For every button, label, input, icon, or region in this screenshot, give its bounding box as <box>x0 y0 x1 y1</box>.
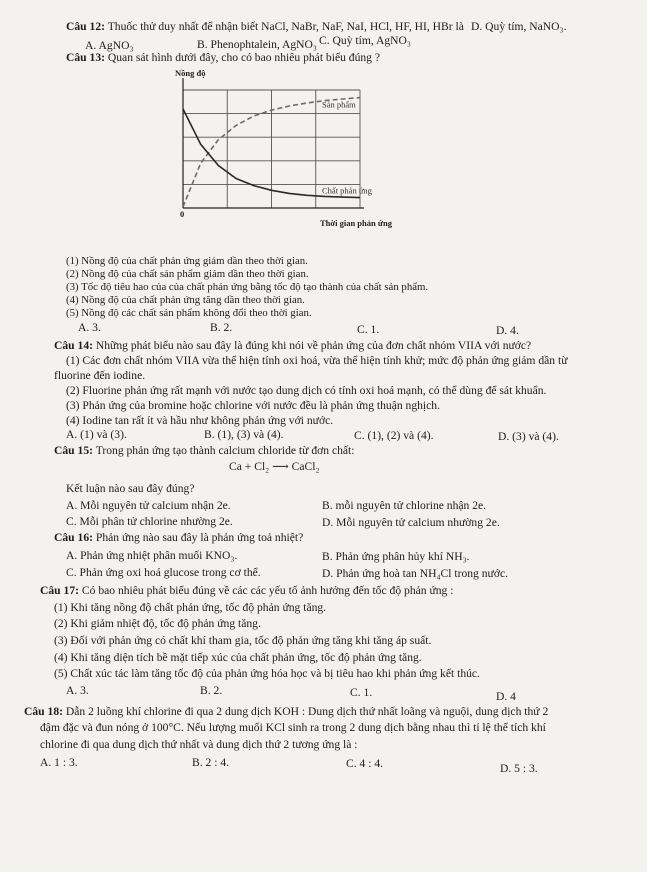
q14-option-d: D. (3) và (4). <box>498 430 559 443</box>
q18-option-d: D. 5 : 3. <box>500 762 538 775</box>
q17-statement-1: (1) Khi tăng nồng độ chất phản ứng, tốc độ phản ứng tăng. <box>54 601 327 614</box>
q15-equation: Ca + Cl₂ ⟶ CaCl₂ <box>229 460 320 473</box>
q13-option-a: A. 3. <box>78 321 101 334</box>
q12-number: Câu 12: <box>66 20 105 33</box>
q18-line-2: đậm đặc và đun nóng ở 100°C. Nếu lượng muối KCl sinh ra trong 2 dung dịch bằng nhau thì tỉ lệ thể tích khí <box>40 721 546 734</box>
q14-option-b: B. (1), (3) và (4). <box>204 428 284 441</box>
q18-option-a: A. 1 : 3. <box>40 756 78 769</box>
origin-label: 0 <box>180 209 185 219</box>
q12-option-a: A. AgNO₃ <box>85 39 134 52</box>
q13-option-c: C. 1. <box>357 323 380 336</box>
q16-stem <box>54 531 303 544</box>
q17-option-c: C. 1. <box>350 686 373 699</box>
q16-option-b: B. Phản ứng phân hủy khí NH₃. <box>322 550 470 563</box>
q16-option-a: A. Phản ứng nhiệt phân muối KNO₃. <box>66 549 238 562</box>
q13-statement-2: (2) Nồng độ của chất sản phẩm giảm dần theo thời gian. <box>66 268 309 280</box>
q14-statement-1a: (1) Các đơn chất nhóm VIIA vừa thể hiện tính oxi hoá, vừa thể hiện tính khử; mức độ phản ứng giảm dần từ <box>66 354 568 367</box>
q12-option-b: B. Phenophtalein, AgNO₃ <box>197 38 317 51</box>
q18-stem <box>24 705 548 718</box>
q16-option-c: C. Phản ứng oxi hoá glucose trong cơ thể. <box>66 566 261 579</box>
q16-option-d: D. Phản ứng hoà tan NH₄Cl trong nước. <box>322 567 508 580</box>
q12-option-d: D. Quỳ tím, NaNO₃. <box>471 20 567 33</box>
q15-option-a: A. Mỗi nguyên tử calcium nhận 2e. <box>66 499 231 512</box>
q17-statement-2: (2) Khi giảm nhiệt độ, tốc độ phản ứng tăng. <box>54 617 261 630</box>
q14-option-a: A. (1) và (3). <box>66 428 127 441</box>
q15-text: Trong phản ứng tạo thành calcium chloride từ đơn chất: <box>95 444 355 457</box>
q12-option-c: C. Quỳ tím, AgNO₃ <box>319 34 411 47</box>
q17-option-a: A. 3. <box>66 684 89 697</box>
q13-number: Câu 13: <box>66 51 105 64</box>
q14-number: Câu 14: <box>54 339 93 352</box>
q15-option-d: D. Mỗi nguyên tử calcium nhường 2e. <box>322 516 500 529</box>
q18-option-b: B. 2 : 4. <box>192 756 230 769</box>
x-axis-label: Thời gian phản ứng <box>320 218 392 228</box>
q14-statement-3: (3) Phản ứng của bromine hoặc chlorine với nước đều là phản ứng thuận nghịch. <box>66 399 440 412</box>
q15-option-c: C. Mỗi phân tử chlorine nhường 2e. <box>66 515 233 528</box>
q17-statement-5: (5) Chất xúc tác làm tăng tốc độ của phản ứng hóa học và bị tiêu hao khi phản ứng kết thúc. <box>54 667 480 680</box>
concentration-time-chart <box>165 68 465 250</box>
q17-stem <box>40 584 453 597</box>
q14-text: Những phát biểu nào sau đây là đúng khi nói về phản ứng của đơn chất nhóm VIIA với nước? <box>95 339 532 352</box>
q13-statement-1: (1) Nồng độ của chất phản ứng giảm dần theo thời gian. <box>66 255 308 267</box>
q18-line-3: chlorine đi qua dung dịch thứ nhất và dung dịch thứ 2 tương ứng là : <box>40 738 358 751</box>
q13-stem <box>66 51 380 64</box>
q13-statement-3: (3) Tốc độ tiêu hao của của chất phản ứng bằng tốc độ tạo thành của chất sản phẩm. <box>66 281 429 293</box>
q18-number: Câu 18: <box>24 705 63 718</box>
q14-statement-2: (2) Fluorine phản ứng rất mạnh với nước tạo dung dịch có tính oxi hoá mạnh, có thể dùng để sát khuẩn. <box>66 384 547 397</box>
q17-statement-4: (4) Khi tăng diện tích bề mặt tiếp xúc của chất phản ứng, tốc độ phản ứng tăng. <box>54 651 422 664</box>
q17-option-b: B. 2. <box>200 684 223 697</box>
q13-option-d: D. 4. <box>496 324 519 337</box>
q17-number: Câu 17: <box>40 584 79 597</box>
q12-stem <box>66 20 464 33</box>
q18-option-c: C. 4 : 4. <box>346 757 384 770</box>
series-label: Chất phản ứng <box>322 185 372 196</box>
q14-statement-1b: fluorine đến iodine. <box>54 369 146 382</box>
q16-number: Câu 16: <box>54 531 93 544</box>
series-label: Sản phẩm <box>322 99 356 110</box>
q16-text: Phản ứng nào sau đây là phản ứng toả nhiệt? <box>95 531 304 544</box>
q17-statement-3: (3) Đối với phản ứng có chất khí tham gia, tốc độ phản ứng tăng khi tăng áp suất. <box>54 634 432 647</box>
q12-text: Thuốc thử duy nhất để nhận biết NaCl, NaBr, NaF, NaI, HCl, HF, HI, HBr là <box>107 20 464 33</box>
q17-option-d: D. 4 <box>496 690 516 703</box>
q14-stem <box>54 339 531 352</box>
q13-statement-4: (4) Nồng độ của chất phản ứng tăng dần theo thời gian. <box>66 294 305 306</box>
y-axis-label: Nồng độ <box>175 68 206 78</box>
q13-text: Quan sát hình dưới đây, cho có bao nhiêu phát biểu đúng ? <box>107 51 381 64</box>
q17-text: Có bao nhiêu phát biểu đúng về các các yếu tố ảnh hưởng đến tốc độ phản ứng : <box>81 584 454 597</box>
q18-line-1: Dẫn 2 luồng khí chlorine đi qua 2 dung dịch KOH : Dung dịch thứ nhất loãng và nguội, dung dịch thứ 2 <box>65 705 549 718</box>
q15-option-b: B. mỗi nguyên tử chlorine nhận 2e. <box>322 499 487 512</box>
q15-question: Kết luận nào sau đây đúng? <box>66 482 195 495</box>
q15-number: Câu 15: <box>54 444 93 457</box>
q13-option-b: B. 2. <box>210 321 233 334</box>
q14-statement-4: (4) Iodine tan rất ít và hầu như không phản ứng với nước. <box>66 414 334 427</box>
q14-option-c: C. (1), (2) và (4). <box>354 429 434 442</box>
q13-statement-5: (5) Nồng độ các chất sản phẩm không đổi theo thời gian. <box>66 307 312 319</box>
q15-stem <box>54 444 354 457</box>
